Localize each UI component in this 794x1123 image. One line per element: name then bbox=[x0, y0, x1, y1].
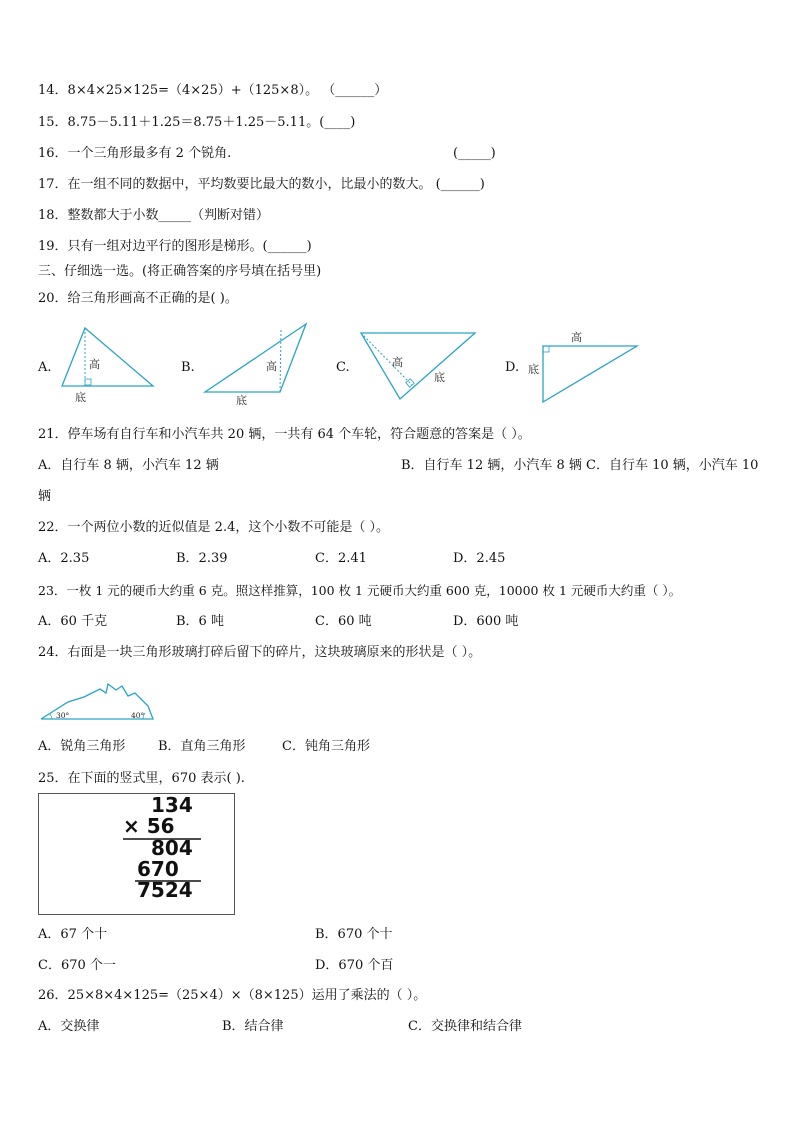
q20-label-a: A. bbox=[38, 360, 52, 375]
q20-figure-c bbox=[358, 328, 480, 404]
q22-option-b: B．2.39 bbox=[176, 551, 228, 566]
section-3-heading: 三、仔细选一选。(将正确答案的序号填在括号里) bbox=[38, 264, 322, 279]
q20a-gao: 高 bbox=[89, 358, 100, 371]
question-21: 21．停车场有自行车和小汽车共 20 辆，一共有 64 个车轮，符合题意的答案是（ ）。 bbox=[38, 427, 531, 442]
q21-option-a: A．自行车 8 辆，小汽车 12 辆 bbox=[38, 458, 219, 473]
calc-row-2: × 56 bbox=[123, 814, 175, 838]
q23-option-a: A．60 千克 bbox=[38, 614, 108, 629]
question-17: 17．在一组不同的数据中，平均数要比最大的数小，比最小的数大。 (______) bbox=[38, 177, 485, 192]
q20-figure-d bbox=[525, 326, 643, 406]
question-26: 26．25×8×4×125=（25×4）×（8×125）运用了乘法的（ ）。 bbox=[38, 988, 427, 1003]
q24-option-c: C．钝角三角形 bbox=[282, 739, 370, 754]
calc-row-1: 134 bbox=[151, 794, 193, 817]
q20-label-c: C. bbox=[336, 360, 350, 375]
q24-angle-right: 40° bbox=[131, 711, 145, 720]
q22-option-c: C．2.41 bbox=[315, 551, 367, 566]
q24-option-a: A．锐角三角形 bbox=[38, 739, 126, 754]
question-22: 22．一个两位小数的近似值是 2.4，这个小数不可能是（ ）。 bbox=[38, 520, 389, 535]
q23-option-b: B．6 吨 bbox=[176, 614, 224, 629]
q20b-di: 底 bbox=[236, 394, 247, 407]
q24-angle-left: 30° bbox=[56, 711, 70, 720]
q21-option-bc: B．自行车 12 辆，小汽车 8 辆 C．自行车 10 辆，小汽车 10 bbox=[401, 458, 759, 473]
q20-figure-a bbox=[55, 320, 165, 410]
q22-option-a: A．2.35 bbox=[38, 551, 90, 566]
q22-option-d: D．2.45 bbox=[453, 551, 506, 566]
q20a-di: 底 bbox=[75, 391, 86, 404]
question-15: 15．8.75－5.11＋1.25＝8.75＋1.25－5.11。(____) bbox=[38, 115, 356, 130]
calc-row-5: 7524 bbox=[137, 878, 193, 902]
q20c-gao: 高 bbox=[392, 356, 403, 369]
question-16-blank: (_____) bbox=[453, 146, 496, 161]
question-20: 20．给三角形画高不正确的是( )。 bbox=[38, 291, 238, 306]
q20c-di: 底 bbox=[434, 371, 445, 384]
q24-glass-fragment bbox=[38, 676, 158, 724]
question-14: 14．8×4×25×125=（4×25）+（125×8）。 （______） bbox=[38, 83, 388, 98]
q26-option-a: A．交换律 bbox=[38, 1019, 100, 1034]
q20-label-b: B. bbox=[181, 360, 195, 375]
q25-option-b: B．670 个十 bbox=[315, 927, 393, 942]
q26-option-b: B．结合律 bbox=[222, 1019, 284, 1034]
question-25: 25．在下面的竖式里，670 表示( ). bbox=[38, 771, 245, 786]
calc-row-4: 670 bbox=[137, 857, 179, 881]
question-18: 18．整数都大于小数_____（判断对错） bbox=[38, 208, 270, 223]
question-24: 24．右面是一块三角形玻璃打碎后留下的碎片，这块玻璃原来的形状是（ ）。 bbox=[38, 645, 482, 660]
q24-option-b: B．直角三角形 bbox=[158, 739, 246, 754]
q25-vertical-multiplication bbox=[38, 793, 235, 915]
q21-wrap: 辆 bbox=[38, 489, 52, 504]
q25-option-c: C．670 个一 bbox=[38, 958, 116, 973]
question-19: 19．只有一组对边平行的图形是梯形。(______) bbox=[38, 239, 312, 254]
question-16: 16．一个三角形最多有 2 个锐角. bbox=[38, 146, 232, 161]
q20d-di: 底 bbox=[528, 363, 539, 376]
q20b-gao: 高 bbox=[266, 360, 277, 373]
q25-option-d: D．670 个百 bbox=[315, 958, 394, 973]
q20-label-d: D. bbox=[505, 360, 520, 375]
q20-figure-b bbox=[200, 320, 315, 410]
q25-option-a: A．67 个十 bbox=[38, 927, 108, 942]
q23-option-d: D．600 吨 bbox=[453, 614, 519, 629]
q23-option-c: C．60 吨 bbox=[315, 614, 372, 629]
question-23: 23．一枚 1 元的硬币大约重 6 克。照这样推算，100 枚 1 元硬币大约重 600 克，10000 枚 1 元硬币大约重（ ）。 bbox=[38, 583, 682, 598]
calc-row-3: 804 bbox=[151, 836, 193, 860]
q26-option-c: C．交换律和结合律 bbox=[408, 1019, 522, 1034]
q20d-gao: 高 bbox=[571, 331, 582, 344]
